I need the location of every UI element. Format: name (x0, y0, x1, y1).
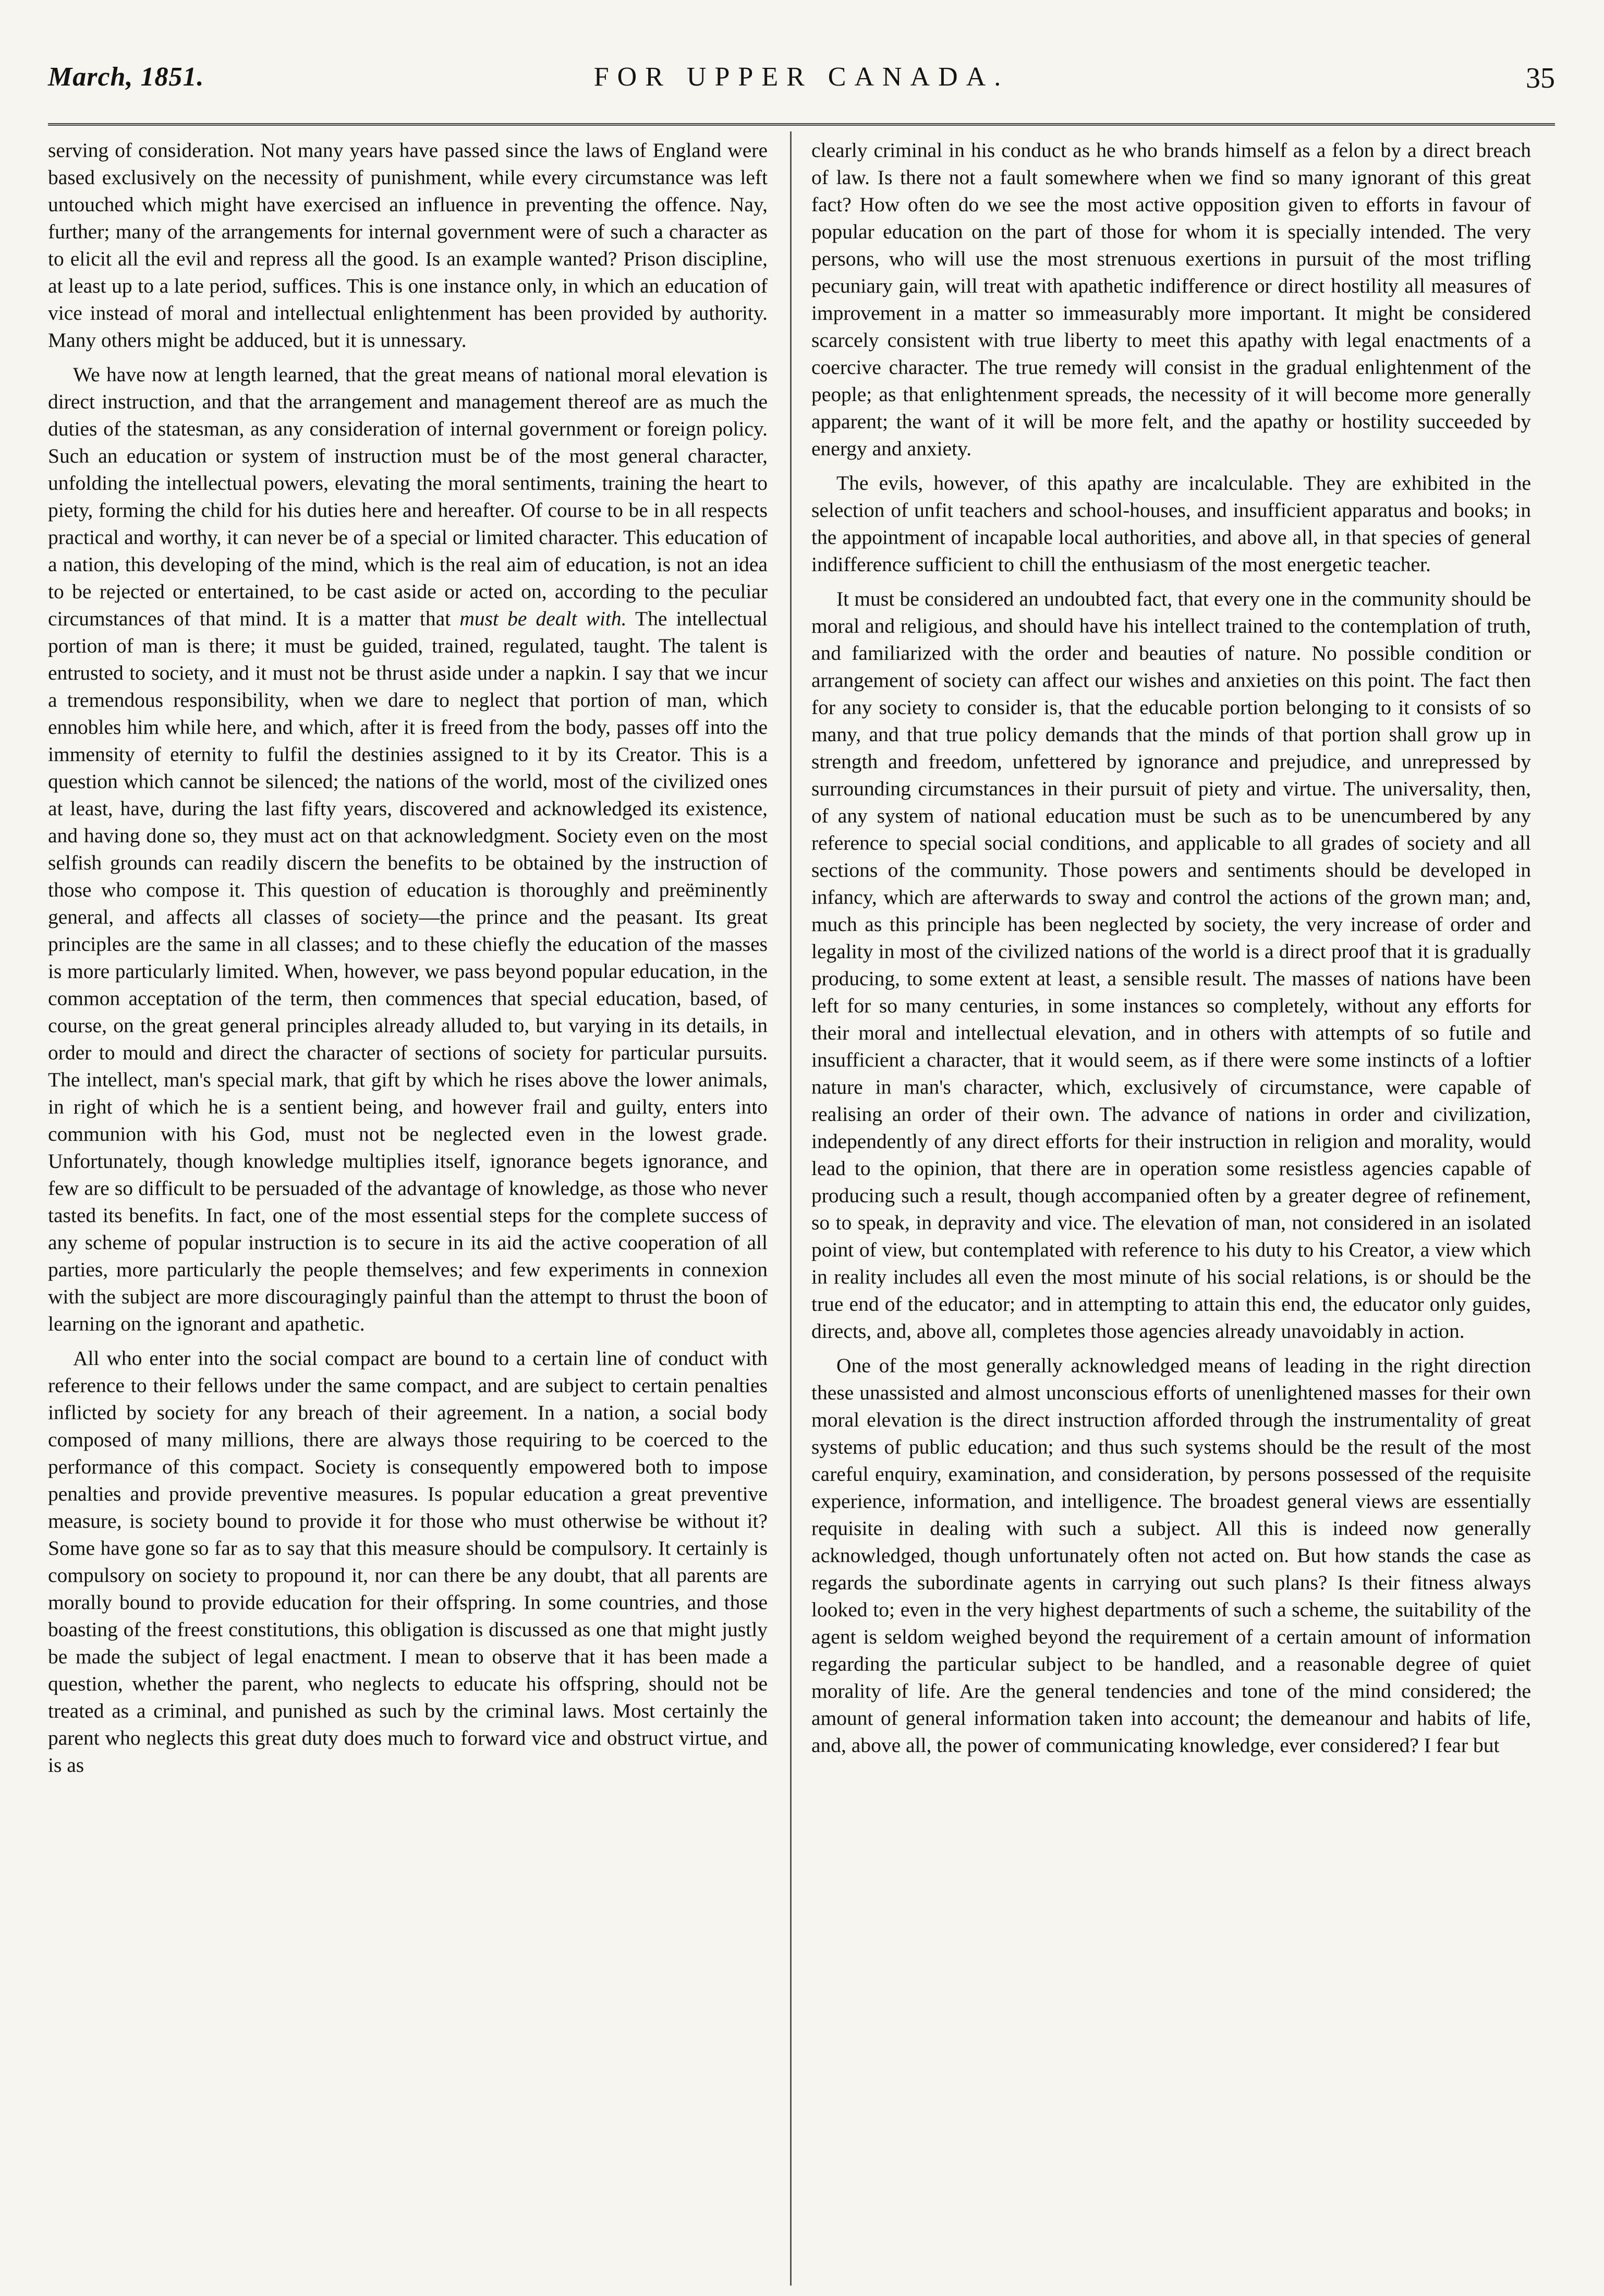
page-header (48, 62, 1555, 103)
issue-date: March, 1851. (48, 62, 204, 92)
paragraph-text: The intellectual portion of man is there; it must be guided, trained, regulated, taught. The talent is entrusted to society, and it must not be thrust aside under a napkin. I say that we incur a tremendous responsibility, when we dare to neglect that portion of man, which ennobles him while here, and which, after it is freed from the body, passes off into the immensity of eternity to fulfil the destinies assigned to it by its Creator. This is a question which cannot be silenced; the nations of the world, most of the civilized ones at least, have, during the last fifty years, discovered and acknowledged its existence, and having done so, they must act on that acknowledgment. Society even on the most selfish grounds can readily discern the benefits to be obtained by the instruction of those who compose it. This question of education is thoroughly and preëminently general, and affects all classes of society—the prince and the peasant. Its great principles are the same in all classes; and to these chiefly the education of the masses is more particularly limited. When, however, we pass beyond popular education, in the common acceptation of the term, then commences that special education, based, of course, on the great general principles already alluded to, but varying in its details, in order to mould and direct the character of sections of society for particular pursuits. The intellect, man's special mark, that gift by which he rises above the lower animals, in right of which he is a sentient being, and however frail and guilty, enters into communion with his God, must not be neglected even in the lowest grade. Unfortunately, though knowledge multiplies itself, ignorance begets ignorance, and few are so difficult to be persuaded of the advantage of knowledge, as those who never tasted its benefits. In fact, one of the most essential steps for the complete success of any scheme of popular instruction is to secure in its aid the active cooperation of all parties, more particularly the people themselves; and few experiments in connexion with the subject are more discouragingly painful than the attempt to thrust the boon of learning on the ignorant and apathetic. (48, 607, 768, 1335)
column-divider (790, 131, 792, 2286)
paragraph: clearly criminal in his conduct as he who brands himself as a felon by a direct breach of law. Is there not a fault somewhere when we find so many ignorant of this great fact? How often do we see the most active opposition given to efforts in favour of popular education on the part of those for whom it is specially intended. The very persons, who will use the most strenuous exertions in pursuit of the most trifling pecuniary gain, will treat with apathetic indifference or direct hostility all measures of improvement in a matter so immeasurably more important. It might be considered scarcely consistent with true liberty to meet this apathy with legal enactments of a coercive character. The true remedy will consist in the gradual enlightenment of the people; as that enlightenment spreads, the necessity of it will become more generally apparent; the want of it will be more felt, and the apathy or hostility succeeded by energy and anxiety. (811, 139, 1531, 460)
page-number: 35 (1526, 62, 1555, 94)
emphasis-text: must be dealt with. (459, 607, 627, 630)
header-rule (48, 123, 1555, 126)
paragraph: The evils, however, of this apathy are incalculable. They are exhibited in the selection of unfit teachers and school-houses, and insufficient apparatus and books; in the appointment of incapable local authorities, and above all, in that species of general indifference sufficient to chill the enthusiasm of the most energetic teacher. (811, 472, 1531, 576)
left-column (48, 137, 768, 1779)
paragraph (48, 361, 768, 1337)
paragraph-text: We have now at length learned, that the great means of national moral elevation is direct instruction, and that the arrangement and management thereof are as much the duties of the statesman, as any consideration of internal government or foreign policy. Such an education or system of instruction must be of the most general character, unfolding the intellectual powers, elevating the moral sentiments, training the heart to piety, forming the child for his duties here and hereafter. Of course to be in all respects practical and worthy, it can never be of a special or limited character. This education of a nation, this developing of the mind, which is the real aim of education, is not an idea to be rejected or entertained, to be cast aside or acted on, according to the peculiar circumstances of that mind. It is a matter that (48, 363, 768, 630)
paragraph: All who enter into the social compact are bound to a certain line of conduct with reference to their fellows under the same compact, and are subject to certain penalties inflicted by society for any breach of their agreement. In a nation, a social body composed of many millions, there are always those requiring to be coerced to the performance of this compact. Society is consequently empowered both to impose penalties and provide preventive measures. Is popular education a great preventive measure, is society bound to provide it for those who must otherwise be without it? Some have gone so far as to say that this measure should be compulsory. It certainly is compulsory on society to propound it, nor can there be any doubt, that all parents are morally bound to provide education for their offspring. In some countries, and those boasting of the freest constitutions, this obligation is discussed as one that might justly be made the subject of legal enactment. I mean to observe that it has been made a question, whether the parent, who neglects to educate his offspring, should not be treated as a criminal, and punished as such by the criminal laws. Most certainly the parent who neglects this great duty does much to forward vice and obstruct virtue, and is as (48, 1347, 768, 1777)
right-column (811, 137, 1531, 1759)
paragraph: It must be considered an undoubted fact, that every one in the community should be moral and religious, and should have his intellect trained to the contemplation of truth, and familiarized with the order and beauties of nature. No possible condition or arrangement of society can affect our wishes and anxieties on this point. The fact then for any society to consider is, that the educable portion belonging to it consists of so many, and that true policy demands that the minds of that portion shall grow up in strength and freedom, unfettered by ignorance and prejudice, and unrepressed by surrounding circumstances in their pursuit of piety and virtue. The universality, then, of any system of national education must be such as to be unencumbered by any reference to special social conditions, and applicable to all grades of society and all sections of the community. Those powers and sentiments should be developed in infancy, which are afterwards to sway and control the actions of the grown man; and, much as this principle has been neglected by society, the very increase of order and legality in most of the civilized nations of the world is a direct proof that it is gradually producing, to some extent at least, a sensible result. The masses of nations have been left for so many centuries, in some instances so completely, without any efforts for their moral and intellectual elevation, and in others with attempts of so futile and insufficient a character, that it would seem, as if there were some instincts of a loftier nature in man's character, which, exclusively of circumstance, were capable of realising an order of their own. The advance of nations in order and civilization, independently of any direct efforts for their instruction in religion and morality, would lead to the opinion, that there are in operation some resistless agencies capable of producing such a result, though accompanied often by a greater degree of refinement, so to speak, in depravity and vice. The elevation of man, not considered in an isolated point of view, but contemplated with reference to his duty to his Creator, a view which in reality includes all even the most minute of his social relations, is or should be the true end of the educator; and in attempting to attain this end, the educator only guides, directs, and, above all, completes those agencies already unavoidably in action. (811, 587, 1531, 1343)
paragraph: serving of consideration. Not many years have passed since the laws of England were based exclusively on the necessity of punishment, while every circumstance was left untouched which might have exercised an influence in preventing the offence. Nay, further; many of the arrangements for internal government were of such a character as to elicit all the evil and repress all the good. Is an example wanted? Prison discipline, at least up to a late period, suffices. This is one instance only, in which an education of vice instead of moral and intellectual enlightenment has been provided by authority. Many others might be adduced, but it is unnessary. (48, 139, 768, 352)
paragraph: One of the most generally acknowledged means of leading in the right direction these unassisted and almost unconscious efforts of unenlightened masses for their own moral elevation is the direct instruction afforded through the instrumentality of great systems of public education; and thus such systems should be the result of the most careful enquiry, examination, and consideration, by persons possessed of the requisite experience, information, and intelligence. The broadest general views are essentially requisite in dealing with such a subject. All this is indeed now generally acknowledged, though unfortunately often not acted on. But how stands the case as regards the subordinate agents in carrying out such plans? Is their fitness always looked to; even in the very highest departments of such a scheme, the suitability of the agent is seldom weighed beyond the requirement of a certain amount of information regarding the particular subject to be handled, and a reasonable degree of quiet morality of life. Are the general tendencies and tone of the mind considered; the amount of general information taken into account; the demeanour and habits of life, and, above all, the power of communicating knowledge, ever considered? I fear but (811, 1354, 1531, 1757)
running-title: FOR UPPER CANADA. (593, 62, 1010, 92)
